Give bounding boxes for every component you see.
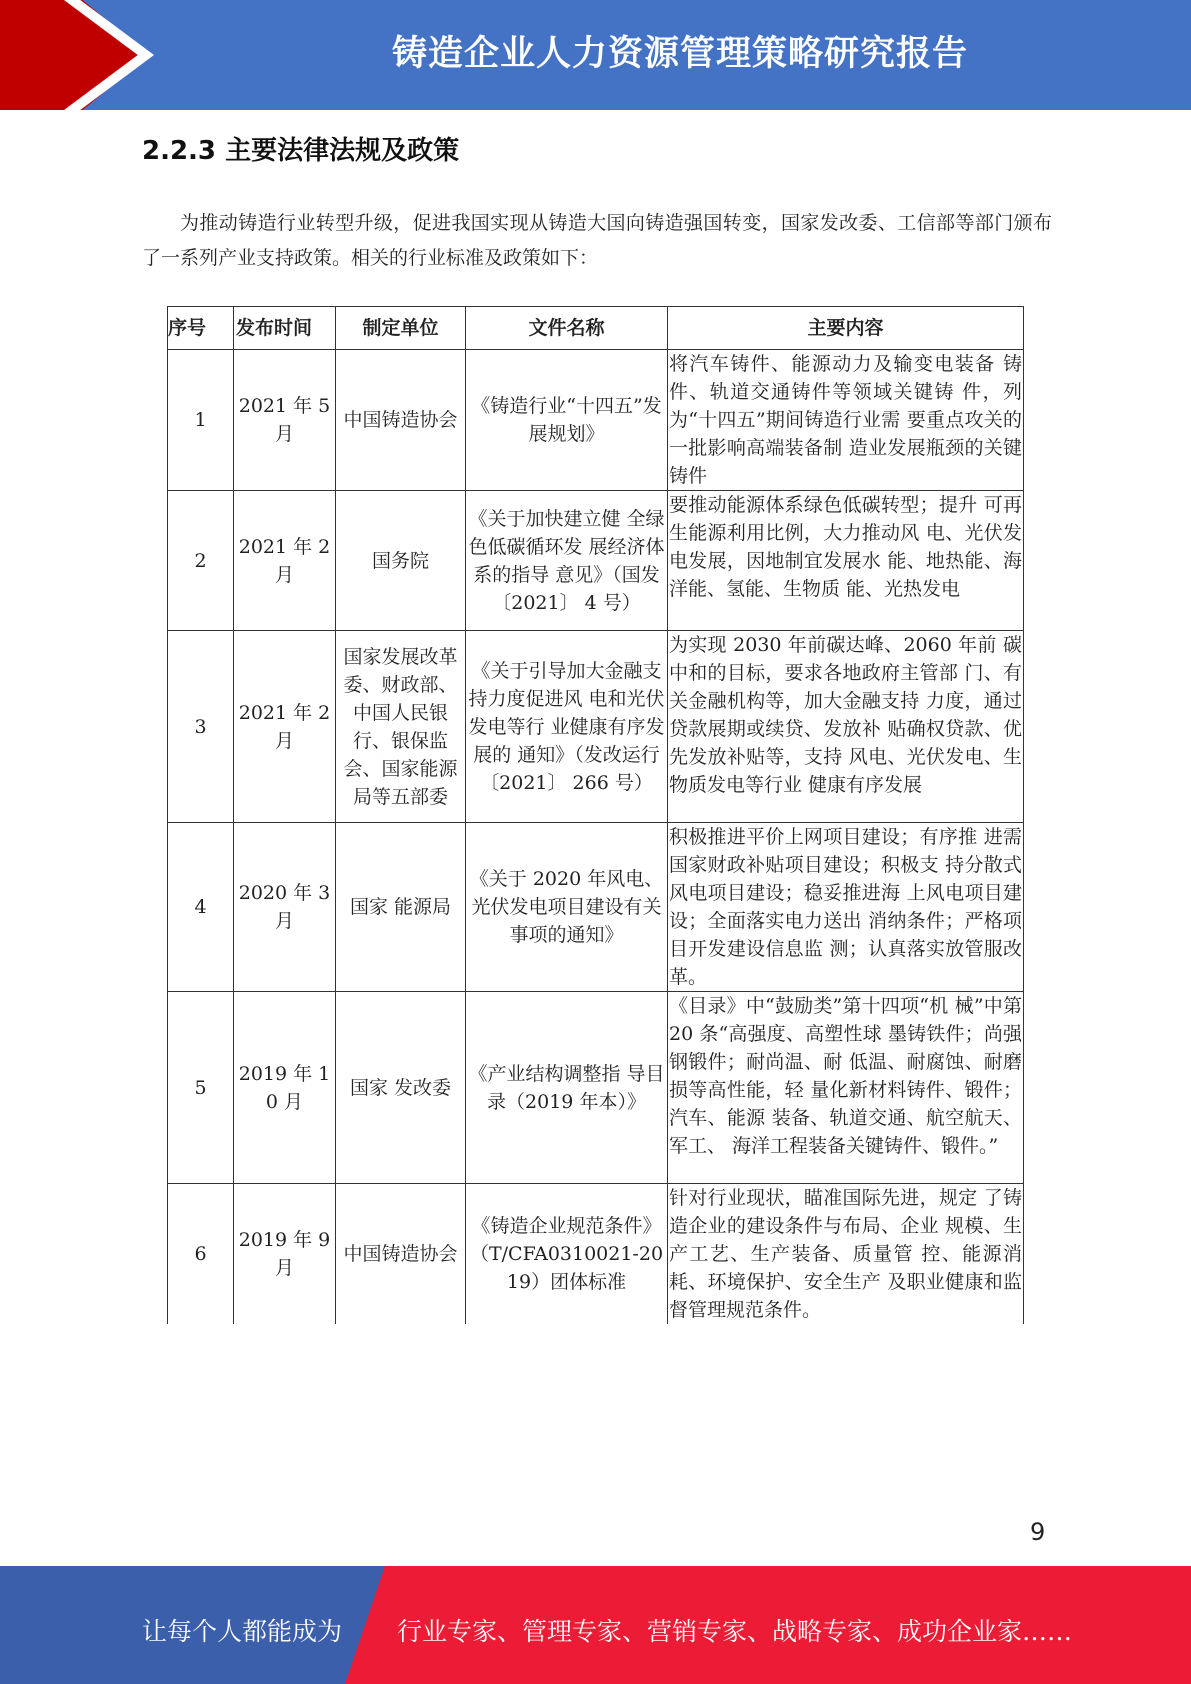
cell-content: 要推动能源体系绿色低碳转型；提升 可再生能源利用比例，大力推动风 电、光伏发电发展，因地制宜发展水 能、地热能、海洋能、氢能、生物质 能、光热发电 [668,491,1024,631]
cell-seq: 2 [168,491,234,631]
cell-seq: 1 [168,350,234,491]
header-unit: 制定单位 [336,307,466,350]
cell-seq: 4 [168,823,234,992]
header-doc: 文件名称 [466,307,668,350]
intro-paragraph: 为推动铸造行业转型升级，促进我国实现从铸造大国向铸造强国转变，国家发改委、工信部等部门颁布了一系列产业支持政策。相关的行业标准及政策如下： [142,212,1052,269]
policy-table [167,306,1024,1324]
table-row [168,1184,1024,1325]
cell-seq: 5 [168,992,234,1184]
footer-slogan-right: 行业专家、管理专家、营销专家、战略专家、成功企业家…… [397,1617,1073,1646]
header-seq: 序号 [168,307,234,350]
cell-time: 2019 年 10 月 [234,992,336,1184]
cell-doc: 《关于加快建立健 全绿色低碳循环发 展经济体系的指导 意见》（国发〔2021〕 4 号） [466,491,668,631]
cell-unit: 国务院 [336,491,466,631]
table-header-row [168,307,1024,350]
cell-time: 2021 年 2 月 [234,491,336,631]
cell-content: 将汽车铸件、能源动力及输变电装备 铸件、轨道交通铸件等领域关键铸 件，列为“十四五”期间铸造行业需 要重点攻关的一批影响高端装备制 造业发展瓶颈的关键铸件 [668,350,1024,491]
cell-doc: 《产业结构调整指 导目录（2019 年本）》 [466,992,668,1184]
cell-content: 针对行业现状，瞄准国际先进，规定 了铸造企业的建设条件与布局、企业 规模、生产工艺、生产装备、质量管 控、能源消耗、环境保护、安全生产 及职业健康和监督管理规范条件。 [668,1184,1024,1325]
cell-time: 2021 年 5 月 [234,350,336,491]
table-row [168,350,1024,491]
cell-content: 《目录》中“鼓励类”第十四项“机 械”中第 20 条“高强度、高塑性球 墨铸铁件；尚强钢锻件；耐尚温、耐 低温、耐腐蚀、耐磨损等高性能，轻 量化新材料铸件、锻件；汽车、能源 装备、轨道交通、航空航天、军工、 海洋工程装备关键铸件、锻件。” [668,992,1024,1184]
cell-doc: 《铸造企业规范条件》（T/CFA0310021-2019）团体标准 [466,1184,668,1325]
header-time: 发布时间 [234,307,336,350]
table-row [168,631,1024,823]
cell-unit: 国家 能源局 [336,823,466,992]
cell-seq: 6 [168,1184,234,1325]
cell-time: 2021 年 2 月 [234,631,336,823]
cell-doc: 《铸造行业“十四五”发展规划》 [466,350,668,491]
section-heading: 2.2.3 主要法律法规及政策 [142,136,460,166]
cell-unit: 中国铸造协会 [336,1184,466,1325]
page-number: 9 [1030,1518,1046,1546]
cell-doc: 《关于引导加大金融支持力度促进风 电和光伏发电等行 业健康有序发展的 通知》（发改运行〔2021〕 266 号） [466,631,668,823]
cell-content: 为实现 2030 年前碳达峰、2060 年前 碳中和的目标，要求各地政府主管部 门、有关金融机构等，加大金融支持 力度，通过贷款展期或续贷、发放补 贴确权贷款、优先发放补贴等，支持 风电、光伏发电、生物质发电等行业 健康有序发展 [668,631,1024,823]
footer-slogan-left: 让每个人都能成为 [142,1617,343,1646]
table-row [168,992,1024,1184]
cell-seq: 3 [168,631,234,823]
header-content: 主要内容 [668,307,1024,350]
cell-content: 积极推进平价上网项目建设；有序推 进需国家财政补贴项目建设；积极支 持分散式风电项目建设；稳妥推进海 上风电项目建设；全面落实电力送出 消纳条件；严格项目开发建设信息监 测；认真落实放管服改革。 [668,823,1024,992]
cell-unit: 中国铸造协会 [336,350,466,491]
cell-time: 2019 年 9 月 [234,1184,336,1325]
cell-unit: 国家 发改委 [336,992,466,1184]
cell-unit: 国家发展改革委、财政部、中国人民银行、银保监会、国家能源局等五部委 [336,631,466,823]
cell-time: 2020 年 3 月 [234,823,336,992]
cell-doc: 《关于 2020 年风电、光伏发电项目建设有关事项的通知》 [466,823,668,992]
table-row [168,823,1024,992]
table-row [168,491,1024,631]
report-title: 铸造企业人力资源管理策略研究报告 [391,34,968,74]
